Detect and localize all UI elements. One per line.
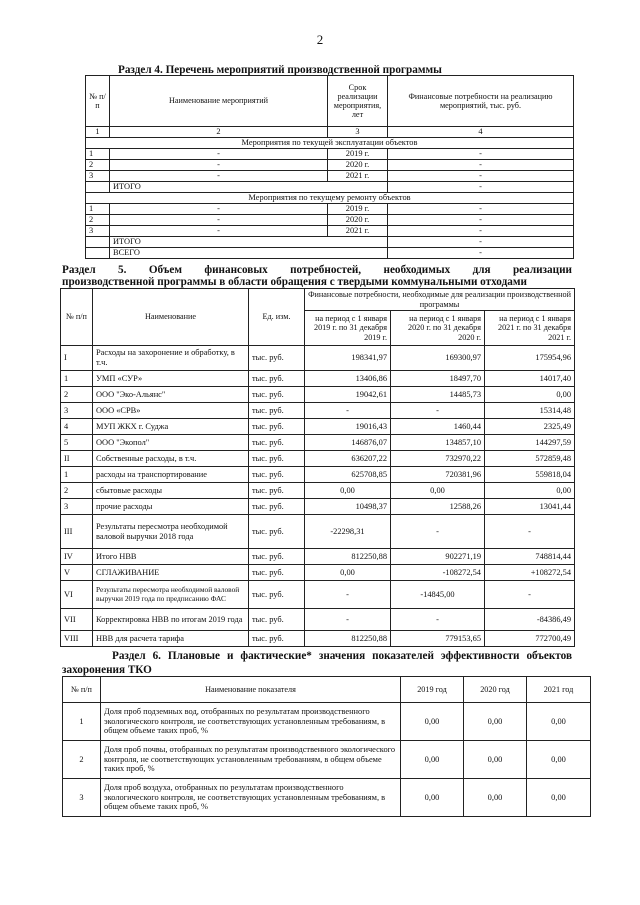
row-no: 1 bbox=[61, 371, 93, 387]
total-label: ИТОГО bbox=[110, 237, 388, 248]
row-year: 2021 г. bbox=[328, 226, 388, 237]
table-row bbox=[86, 160, 574, 171]
row-value-2021: 14017,40 bbox=[485, 371, 575, 387]
row-no: 3 bbox=[63, 779, 101, 817]
section5-table bbox=[60, 288, 575, 647]
row-no: 2 bbox=[86, 215, 110, 226]
s4-colnum: 2 bbox=[110, 127, 328, 138]
row-value-2020: 12588,26 bbox=[391, 499, 485, 515]
row-no: V bbox=[61, 565, 93, 581]
row-no: 3 bbox=[61, 403, 93, 419]
row-value-2021: 559818,04 bbox=[485, 467, 575, 483]
row-value-2021: 0,00 bbox=[527, 741, 591, 779]
row-unit: тыс. руб. bbox=[249, 499, 305, 515]
row-value-2020: 0,00 bbox=[464, 703, 527, 741]
row-unit: тыс. руб. bbox=[249, 346, 305, 371]
row-unit: тыс. руб. bbox=[249, 483, 305, 499]
table-row bbox=[61, 387, 575, 403]
row-unit: тыс. руб. bbox=[249, 403, 305, 419]
s4-header-term: Срок реализации мероприятия, лет bbox=[328, 76, 388, 127]
row-unit: тыс. руб. bbox=[249, 435, 305, 451]
row-no: III bbox=[61, 515, 93, 549]
row-value-2020: - bbox=[391, 403, 485, 419]
row-name: - bbox=[110, 149, 328, 160]
s4-colnum: 1 bbox=[86, 127, 110, 138]
row-value: - bbox=[388, 160, 574, 171]
row-name: МУП ЖКХ г. Суджа bbox=[93, 419, 249, 435]
table-row bbox=[86, 204, 574, 215]
total-label: ИТОГО bbox=[110, 182, 388, 193]
row-name: УМП «СУР» bbox=[93, 371, 249, 387]
row-value-2020: - bbox=[391, 515, 485, 549]
row-name: Доля проб воздуха, отобранных по результатам производственного экологического контроля, не соответствующих установленным требованиям, в общем объеме таких проб, % bbox=[101, 779, 401, 817]
row-name: - bbox=[110, 204, 328, 215]
row-no: 1 bbox=[86, 204, 110, 215]
row-no: 3 bbox=[61, 499, 93, 515]
row-name: ООО «СРВ» bbox=[93, 403, 249, 419]
row-unit: тыс. руб. bbox=[249, 387, 305, 403]
row-unit: тыс. руб. bbox=[249, 581, 305, 609]
row-value-2019: 625708,85 bbox=[305, 467, 391, 483]
row-value: - bbox=[388, 215, 574, 226]
row-unit: тыс. руб. bbox=[249, 515, 305, 549]
row-unit: тыс. руб. bbox=[249, 565, 305, 581]
row-value-2021: 15314,48 bbox=[485, 403, 575, 419]
row-value: - bbox=[388, 226, 574, 237]
table-row bbox=[86, 149, 574, 160]
empty-cell bbox=[86, 237, 110, 248]
row-no: I bbox=[61, 346, 93, 371]
table-row bbox=[61, 467, 575, 483]
grand-total-value: - bbox=[388, 248, 574, 259]
row-value-2021: 0,00 bbox=[527, 779, 591, 817]
table-row bbox=[63, 703, 591, 741]
row-year: 2020 г. bbox=[328, 215, 388, 226]
row-value-2021: 572859,48 bbox=[485, 451, 575, 467]
row-no: 2 bbox=[63, 741, 101, 779]
row-value-2019: 0,00 bbox=[401, 703, 464, 741]
row-no: II bbox=[61, 451, 93, 467]
row-value-2019: 0,00 bbox=[305, 565, 391, 581]
section6-table bbox=[62, 676, 591, 817]
table-row bbox=[61, 371, 575, 387]
section5-title-line1: Раздел 5. Объем финансовых потребностей, необходимых для реализации bbox=[62, 264, 572, 276]
table-row bbox=[61, 346, 575, 371]
row-value-2019: - bbox=[305, 609, 391, 631]
row-value-2020: 134857,10 bbox=[391, 435, 485, 451]
row-value-2019: 812250,88 bbox=[305, 631, 391, 647]
row-name: Результаты пересмотра необходимой валовой выручки 2019 года по предписанию ФАС bbox=[93, 581, 249, 609]
row-no: 2 bbox=[61, 387, 93, 403]
s5-header-name: Наименование bbox=[93, 289, 249, 346]
row-no: VI bbox=[61, 581, 93, 609]
table-row bbox=[61, 515, 575, 549]
section6-title-line1: Раздел 6. Плановые и фактические* значения показателей эффективности объектов bbox=[112, 650, 572, 662]
row-value-2021: 175954,96 bbox=[485, 346, 575, 371]
row-value-2019: 198341,97 bbox=[305, 346, 391, 371]
s4-group2-title: Мероприятия по текущему ремонту объектов bbox=[86, 193, 574, 204]
table-row bbox=[86, 182, 574, 193]
table-row bbox=[61, 483, 575, 499]
row-value-2021: 13041,44 bbox=[485, 499, 575, 515]
row-value-2020: 0,00 bbox=[391, 483, 485, 499]
s6-header-name: Наименование показателя bbox=[101, 677, 401, 703]
s5-header-no: № п/п bbox=[61, 289, 93, 346]
table-row bbox=[86, 171, 574, 182]
row-unit: тыс. руб. bbox=[249, 451, 305, 467]
row-value: - bbox=[388, 204, 574, 215]
s5-header-finance: Финансовые потребности, необходимые для реализации производственной программы bbox=[305, 289, 575, 311]
row-value-2021: 0,00 bbox=[527, 703, 591, 741]
s5-header-period-2020: на период с 1 января 2020 г. по 31 декабря 2020 г. bbox=[391, 311, 485, 346]
row-unit: тыс. руб. bbox=[249, 467, 305, 483]
row-no: 2 bbox=[86, 160, 110, 171]
row-name: Доля проб подземных вод, отобранных по результатам производственного экологического контроля, не соответствующих установленным требованиям, в общем объеме таких проб, % bbox=[101, 703, 401, 741]
table-row bbox=[61, 609, 575, 631]
row-value-2021: - bbox=[485, 515, 575, 549]
row-no: VII bbox=[61, 609, 93, 631]
row-name: - bbox=[110, 171, 328, 182]
s5-header-unit: Ед. изм. bbox=[249, 289, 305, 346]
table-row bbox=[61, 403, 575, 419]
table-row bbox=[61, 581, 575, 609]
row-value-2020: 1460,44 bbox=[391, 419, 485, 435]
table-row bbox=[61, 499, 575, 515]
row-no: 5 bbox=[61, 435, 93, 451]
row-value-2020: 732970,22 bbox=[391, 451, 485, 467]
s6-header-2021: 2021 год bbox=[527, 677, 591, 703]
row-value: - bbox=[388, 149, 574, 160]
row-value-2020: 720381,96 bbox=[391, 467, 485, 483]
s5-header-period-2019: на период с 1 января 2019 г. по 31 декабря 2019 г. bbox=[305, 311, 391, 346]
row-value-2019: 19042,61 bbox=[305, 387, 391, 403]
row-name: - bbox=[110, 160, 328, 171]
row-no: 2 bbox=[61, 483, 93, 499]
row-value-2020: - bbox=[391, 609, 485, 631]
s5-header-period-2021: на период с 1 января 2021 г. по 31 декабря 2021 г. bbox=[485, 311, 575, 346]
table-row bbox=[63, 741, 591, 779]
row-value-2019: 19016,43 bbox=[305, 419, 391, 435]
row-value-2021: 0,00 bbox=[485, 387, 575, 403]
row-name: - bbox=[110, 226, 328, 237]
row-value-2020: 18497,70 bbox=[391, 371, 485, 387]
table-row bbox=[61, 451, 575, 467]
row-value-2020: 169300,97 bbox=[391, 346, 485, 371]
row-value-2019: 0,00 bbox=[305, 483, 391, 499]
s4-header-no: № п/п bbox=[86, 76, 110, 127]
row-value-2019: 636207,22 bbox=[305, 451, 391, 467]
row-value-2020: 0,00 bbox=[464, 779, 527, 817]
row-unit: тыс. руб. bbox=[249, 419, 305, 435]
row-unit: тыс. руб. bbox=[249, 631, 305, 647]
row-value-2019: 13406,86 bbox=[305, 371, 391, 387]
s6-header-no: № п/п bbox=[63, 677, 101, 703]
row-value-2021: -84386,49 bbox=[485, 609, 575, 631]
empty-cell bbox=[86, 182, 110, 193]
table-row bbox=[86, 237, 574, 248]
row-name: Результаты пересмотра необходимой валовой выручки 2018 года bbox=[93, 515, 249, 549]
row-year: 2021 г. bbox=[328, 171, 388, 182]
table-row bbox=[86, 215, 574, 226]
row-year: 2019 г. bbox=[328, 149, 388, 160]
row-value-2019: 0,00 bbox=[401, 741, 464, 779]
empty-cell bbox=[86, 248, 110, 259]
row-value-2020: -108272,54 bbox=[391, 565, 485, 581]
row-value: - bbox=[388, 171, 574, 182]
row-value-2020: 14485,73 bbox=[391, 387, 485, 403]
row-name: ООО "Экопол" bbox=[93, 435, 249, 451]
table-row bbox=[61, 565, 575, 581]
row-value-2020: -14845,00 bbox=[391, 581, 485, 609]
table-row bbox=[86, 248, 574, 259]
row-unit: тыс. руб. bbox=[249, 371, 305, 387]
row-name: - bbox=[110, 215, 328, 226]
row-name: Расходы на захоронение и обработку, в т.ч. bbox=[93, 346, 249, 371]
row-name: СГЛАЖИВАНИЕ bbox=[93, 565, 249, 581]
s4-header-name: Наименование мероприятий bbox=[110, 76, 328, 127]
row-value-2020: 0,00 bbox=[464, 741, 527, 779]
row-value-2021: 144297,59 bbox=[485, 435, 575, 451]
table-row bbox=[61, 549, 575, 565]
section5-title-line2: производственной программы в области обращения с твердыми коммунальными отходами bbox=[62, 276, 527, 288]
row-no: 1 bbox=[61, 467, 93, 483]
row-value-2021: 0,00 bbox=[485, 483, 575, 499]
row-value-2021: 772700,49 bbox=[485, 631, 575, 647]
row-no: IV bbox=[61, 549, 93, 565]
row-no: VIII bbox=[61, 631, 93, 647]
row-no: 3 bbox=[86, 171, 110, 182]
table-row bbox=[61, 419, 575, 435]
row-no: 3 bbox=[86, 226, 110, 237]
row-value-2019: 10498,37 bbox=[305, 499, 391, 515]
row-value-2021: +108272,54 bbox=[485, 565, 575, 581]
row-name: ООО "Эко-Альянс" bbox=[93, 387, 249, 403]
row-year: 2020 г. bbox=[328, 160, 388, 171]
row-name: Итого НВВ bbox=[93, 549, 249, 565]
row-name: Корректировка НВВ по итогам 2019 года bbox=[93, 609, 249, 631]
row-name: Собственные расходы, в т.ч. bbox=[93, 451, 249, 467]
row-value-2021: 748814,44 bbox=[485, 549, 575, 565]
section4-table bbox=[85, 75, 574, 259]
row-no: 1 bbox=[86, 149, 110, 160]
row-name: расходы на транспортирование bbox=[93, 467, 249, 483]
row-value-2020: 902271,19 bbox=[391, 549, 485, 565]
row-value-2019: - bbox=[305, 581, 391, 609]
row-name: НВВ для расчета тарифа bbox=[93, 631, 249, 647]
row-value-2021: 2325,49 bbox=[485, 419, 575, 435]
s4-colnum: 3 bbox=[328, 127, 388, 138]
table-row bbox=[86, 226, 574, 237]
s4-header-finance: Финансовые потребности на реализацию мероприятий, тыс. руб. bbox=[388, 76, 574, 127]
row-value-2019: -22298,31 bbox=[305, 515, 391, 549]
row-value-2021: - bbox=[485, 581, 575, 609]
total-value: - bbox=[388, 237, 574, 248]
row-no: 4 bbox=[61, 419, 93, 435]
grand-total-label: ВСЕГО bbox=[110, 248, 388, 259]
row-value-2019: 146876,07 bbox=[305, 435, 391, 451]
page-number: 2 bbox=[316, 32, 324, 47]
row-name: прочие расходы bbox=[93, 499, 249, 515]
row-name: Доля проб почвы, отобранных по результатам производственного экологического контроля, не соответствующих установленным требованиям, в общем объеме таких проб, % bbox=[101, 741, 401, 779]
row-unit: тыс. руб. bbox=[249, 609, 305, 631]
table-row bbox=[61, 435, 575, 451]
s4-group1-title: Мероприятия по текущей эксплуатации объектов bbox=[86, 138, 574, 149]
row-value-2020: 779153,65 bbox=[391, 631, 485, 647]
section6-title-line2: захоронения ТКО bbox=[62, 664, 152, 676]
s6-header-2020: 2020 год bbox=[464, 677, 527, 703]
row-value-2019: 0,00 bbox=[401, 779, 464, 817]
total-value: - bbox=[388, 182, 574, 193]
s6-header-2019: 2019 год bbox=[401, 677, 464, 703]
row-value-2019: 812250,88 bbox=[305, 549, 391, 565]
table-row bbox=[63, 779, 591, 817]
row-name: сбытовые расходы bbox=[93, 483, 249, 499]
table-row bbox=[61, 631, 575, 647]
row-year: 2019 г. bbox=[328, 204, 388, 215]
section4-title: Раздел 4. Перечень мероприятий производственной программы bbox=[118, 64, 442, 76]
row-unit: тыс. руб. bbox=[249, 549, 305, 565]
row-value-2019: - bbox=[305, 403, 391, 419]
s4-colnum: 4 bbox=[388, 127, 574, 138]
row-no: 1 bbox=[63, 703, 101, 741]
